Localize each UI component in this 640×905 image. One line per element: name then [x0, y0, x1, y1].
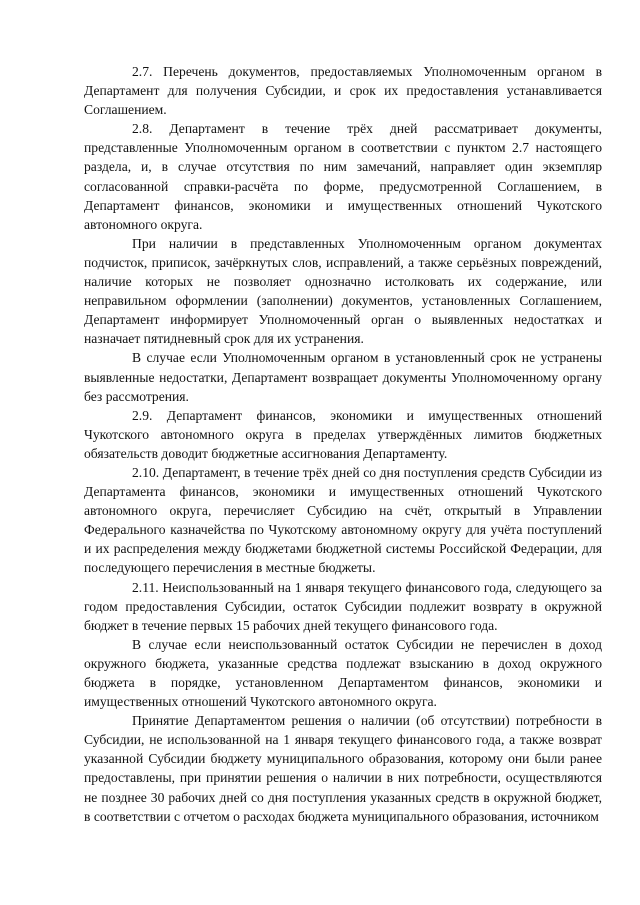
paragraph-2-8-deficiencies: При наличии в представленных Уполномоченным органом документах подчисток, приписок, зачёркнутых слов, исправлений, а также серьёзных повреждений, наличие которых не позволяет однозначно истолковать их содержание, или неправильном оформлении (заполнении) документов, установленных Соглашением, Департамент информирует Уполномоченный орган о выявленных недостатках и назначает пятидневный срок для их устранения.: [84, 235, 602, 347]
paragraph-2-9: 2.9. Департамент финансов, экономики и имущественных отношений Чукотского автономного округа в пределах утверждённых лимитов бюджетных обязательств доводит бюджетные ассигнования Департаменту.: [84, 407, 602, 461]
paragraph-2-11-recovery: В случае если неиспользованный остаток Субсидии не перечислен в доход окружного бюджета, указанные средства подлежат взысканию в доход окружного бюджета в порядке, установленном Департаментом финансов, экономики и имущественных отношений Чукотского автономного округа.: [84, 636, 602, 710]
paragraph-2-11-decision: Принятие Департаментом решения о наличии (об отсутствии) потребности в Субсидии, не использованной на 1 января текущего финансового года, а также возврат указанной Субсидии бюджету муниципального образования, которому они были ранее предоставлены, при принятии решения о наличии в них потребности, осуществляются не позднее 30 рабочих дней со дня поступления указанных средств в окружной бюджет, в соответствии с отчетом о расходах бюджета муниципального образования, источником: [84, 713, 602, 824]
paragraph-2-7: 2.7. Перечень документов, предоставляемых Уполномоченным органом в Департамент для получения Субсидии, и срок их предоставления устанавливается Соглашением.: [84, 64, 602, 118]
document-body: [84, 62, 602, 826]
paragraph-2-10: 2.10. Департамент, в течение трёх дней со дня поступления средств Субсидии из Департамента финансов, экономики и имущественных отношений Чукотского автономного округа, перечисляет Субсидию на счёт, открытый в Управлении Федерального казначейства по Чукотскому автономному округу для учёта поступлений и их распределения между бюджетами бюджетной системы Российской Федерации, для последующего перечисления в местные бюджеты.: [84, 464, 602, 576]
paragraph-2-8-return: В случае если Уполномоченным органом в установленный срок не устранены выявленные недостатки, Департамент возвращает документы Уполномоченному органу без рассмотрения.: [84, 350, 602, 404]
paragraph-2-11: 2.11. Неиспользованный на 1 января текущего финансового года, следующего за годом предоставления Субсидии, остаток Субсидии подлежит возврату в окружной бюджет в течение первых 15 рабочих дней текущего финансового года.: [84, 579, 602, 633]
paragraph-2-8: 2.8. Департамент в течение трёх дней рассматривает документы, представленные Уполномоченным органом в соответствии с пунктом 2.7 настоящего раздела, и, в случае отсутствия по ним замечаний, направляет один экземпляр согласованной справки-расчёта по форме, предусмотренной Соглашением, в Департамент финансов, экономики и имущественных отношений Чукотского автономного округа.: [84, 121, 602, 232]
